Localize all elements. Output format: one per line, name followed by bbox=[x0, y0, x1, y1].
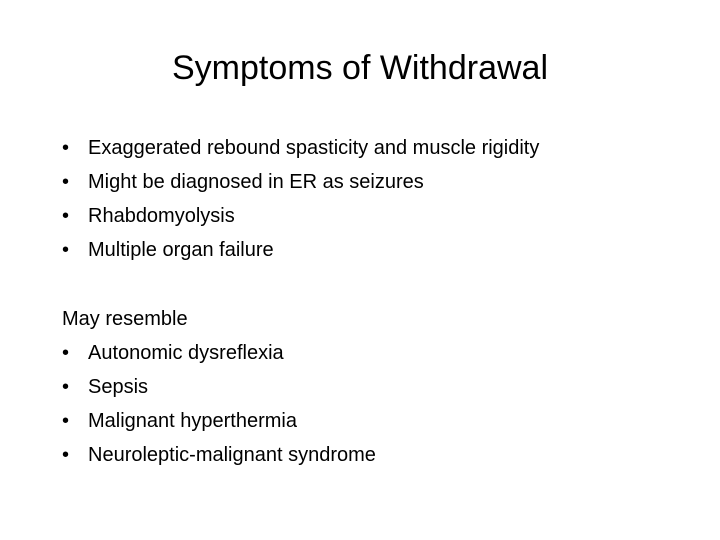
list-item bbox=[62, 199, 539, 233]
bullet-icon: • bbox=[62, 410, 70, 432]
list-item-text: Might be diagnosed in ER as seizures bbox=[88, 171, 424, 193]
list-item-text: Rhabdomyolysis bbox=[88, 205, 235, 227]
slide-title: Symptoms of Withdrawal bbox=[172, 49, 548, 87]
bullet-icon: • bbox=[62, 137, 70, 159]
list-item-text: Neuroleptic-malignant syndrome bbox=[88, 444, 376, 466]
list-item bbox=[62, 336, 376, 370]
list-item bbox=[62, 233, 539, 267]
list-item-text: Malignant hyperthermia bbox=[88, 410, 297, 432]
bullet-icon: • bbox=[62, 205, 70, 227]
bullet-icon: • bbox=[62, 376, 70, 398]
list-item-text: Multiple organ failure bbox=[88, 239, 274, 261]
resemble-heading: May resemble bbox=[62, 308, 188, 330]
resemble-list bbox=[62, 336, 376, 472]
symptom-list bbox=[62, 131, 539, 267]
bullet-icon: • bbox=[62, 239, 70, 261]
bullet-icon: • bbox=[62, 444, 70, 466]
list-item bbox=[62, 165, 539, 199]
list-item-text: Exaggerated rebound spasticity and muscle rigidity bbox=[88, 137, 540, 159]
list-item bbox=[62, 438, 376, 472]
list-item bbox=[62, 404, 376, 438]
list-item-text: Sepsis bbox=[88, 376, 149, 398]
list-item bbox=[62, 370, 376, 404]
bullet-icon: • bbox=[62, 342, 70, 364]
list-item-text: Autonomic dysreflexia bbox=[88, 342, 284, 364]
list-item bbox=[62, 131, 539, 165]
bullet-icon: • bbox=[62, 171, 70, 193]
